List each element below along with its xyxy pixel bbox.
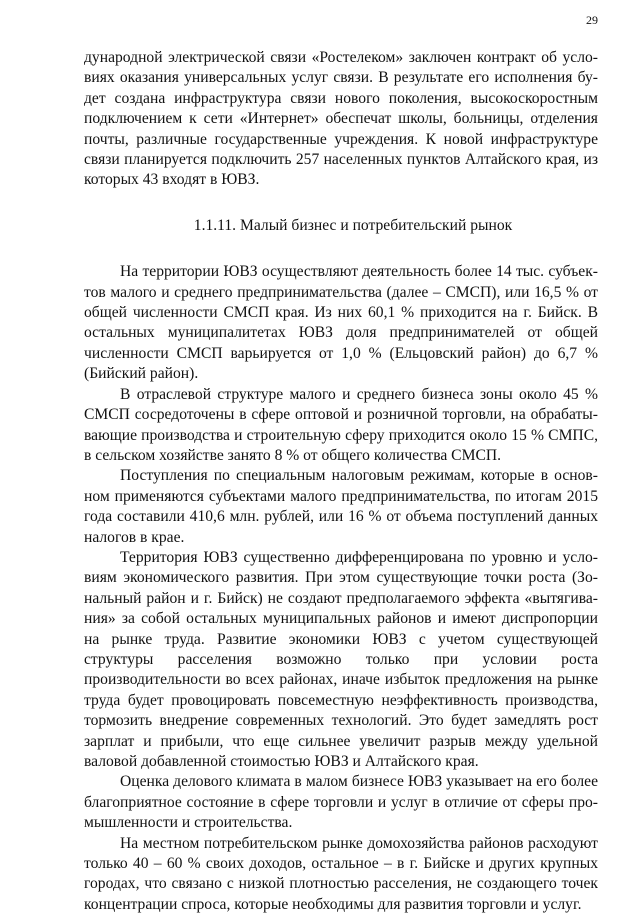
document-body [84,48,598,915]
intro-paragraph: дународной электрической связи «Ростелеком» заключен контракт об условиях оказания универсальных услуг связи. В результате его исполнения будет создана инфраструктура связи нового поколения, высокоскоростным подключением к сети «Интернет» обеспечат школы, больницы, отделения почты, различные государственные учреждения. К новой инфраструктуре связи планируется подключить 257 населенных пунктов Алтайского края, из которых 43 входят в ЮВЗ. [84,49,598,189]
paragraph-smsp-count: На территории ЮВЗ осуществляют деятельность более 14 тыс. субъектов малого и среднего предпринимательства (далее – СМСП), или 16,5 % от общей численности СМСП края. Из них 60,1 % приходится на г. Бийск. В остальных муниципалитетах ЮВЗ доля предпринимателей от общей численности СМСП варьируется от 1,0 % (Ельцовский район) до 6,7 % (Бийский район). [84,263,598,383]
paragraph-consumer-market: На местном потребительском рынке домохозяйства районов расходуют только 40 – 60 % своих доходов, остальное – в г. Бийске и других крупных городах, что связано с низкой плотностью расселения, не создающего точек концентрации спроса, которые необходимы для развития торговли и услуг. [84,834,598,913]
paragraph-tax-revenue: Поступления по специальным налоговым режимам, которые в основном применяются субъектами малого предпринимательства, по итогам 2015 года составили 410,6 млн. рублей, или 16 % от объема поступлений данных налогов в крае. [84,467,598,546]
paragraph-industry-structure: В отраслевой структуре малого и среднего бизнеса зоны около 45 % СМСП сосредоточены в сфере оптовой и розничной торговли, на обрабатывающие производства и строительную сферу приходится около 15 % СМПС, в сельском хозяйстве занято 8 % от общего количества СМСП. [84,385,598,464]
page-number: 29 [586,13,598,27]
paragraph-territory-development: Территория ЮВЗ существенно дифференцирована по уровню и условиям экономического развития. При этом существующие точки роста (Зональный район и г. Бийск) не создают предполагаемого эффекта «вытягивания» за собой остальных муниципальных районов и имеют диспропорции на рынке труда. Развитие экономики ЮВЗ с учетом существующей структуры расселения возможно только при условии роста производительности во всех районах, иначе избыток предложения на рынке труда будет провоцировать повсеместную неэффективность производства, тормозить внедрение современных технологий. Это будет замедлять рост зарплат и прибыли, что еще сильнее увеличит разрыв между удельной валовой добавленной стоимостью ЮВЗ и Алтайского края. [84,548,598,770]
paragraph-business-climate: Оценка делового климата в малом бизнесе ЮВЗ указывает на его более благоприятное состояние в сфере торговли и услуг в отличие от сферы промышленности и строительства. [84,773,598,832]
section-heading: 1.1.11. Малый бизнес и потребительский рынок [193,216,513,234]
